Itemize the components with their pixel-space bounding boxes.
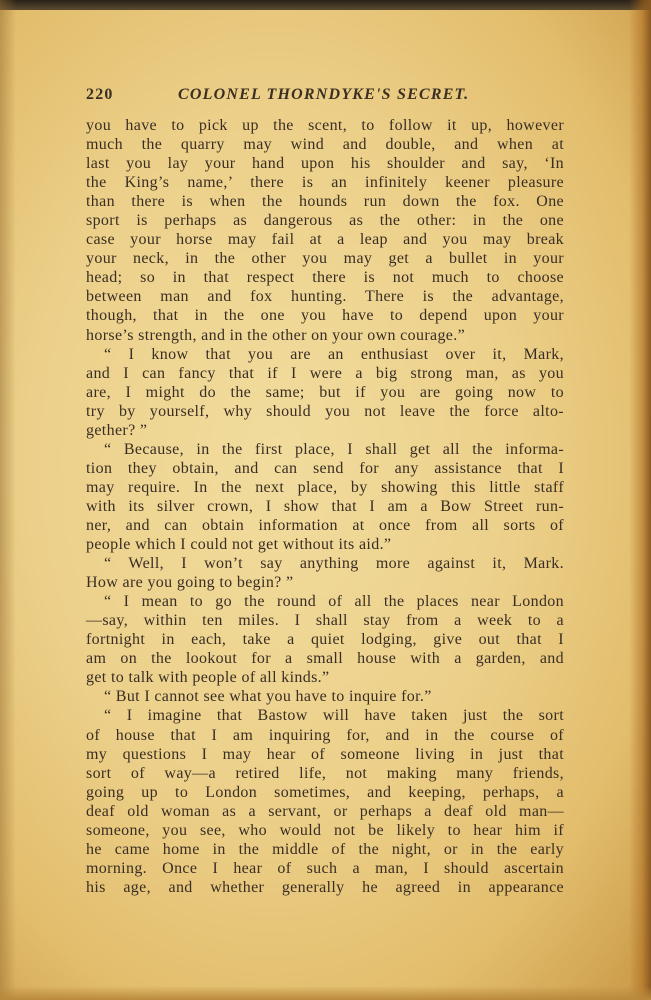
text-line: gether? ” bbox=[86, 421, 148, 439]
page-header bbox=[86, 86, 566, 108]
text-line: may require. In the next place, by showing this little staff bbox=[86, 478, 564, 496]
page-top-edge bbox=[0, 0, 651, 10]
page-bottom-edge bbox=[0, 986, 651, 1000]
text-line: head; so in that respect there is not much to choose bbox=[86, 269, 564, 287]
text-line: “ I know that you are an enthusiast over it, Mark, bbox=[104, 345, 564, 363]
text-line: going up to London sometimes, and keeping, perhaps, a bbox=[86, 783, 564, 801]
text-line: are, I might do the same; but if you are going now to bbox=[86, 383, 564, 401]
text-line: “ I mean to go the round of all the places near London bbox=[104, 593, 564, 611]
text-line: much the quarry may wind and double, and when at bbox=[86, 136, 564, 154]
text-line: tion they obtain, and can send for any assistance that I bbox=[86, 459, 564, 477]
text-line: your neck, in the other you may get a bullet in your bbox=[86, 250, 564, 268]
text-line: deaf old woman as a servant, or perhaps a deaf old man— bbox=[86, 802, 564, 820]
page-gutter-shadow bbox=[0, 0, 16, 1000]
text-line: you have to pick up the scent, to follow it up, however bbox=[86, 117, 564, 134]
page-right-edge bbox=[629, 0, 651, 1000]
text-line: am on the lookout for a small house with a garden, and bbox=[86, 650, 564, 668]
text-line: “ But I cannot see what you have to inquire for.” bbox=[104, 688, 432, 706]
text-line: than there is when the hounds run down the fox. One bbox=[86, 193, 564, 211]
text-line: fortnight in each, take a quiet lodging, give out that I bbox=[86, 631, 564, 649]
text-line: with its silver crown, I show that I am a Bow Street run- bbox=[86, 497, 564, 515]
body-text bbox=[86, 116, 564, 897]
text-line: “ Because, in the first place, I shall get all the informa- bbox=[104, 440, 564, 458]
text-line: sport is perhaps as dangerous as the other: in the one bbox=[86, 212, 564, 230]
text-line: try by yourself, why should you not leave the force alto- bbox=[86, 402, 564, 420]
text-line: How are you going to begin? ” bbox=[86, 574, 294, 592]
text-line: someone, you see, who would not be likely to hear him if bbox=[86, 821, 564, 839]
text-line: between man and fox hunting. There is the advantage, bbox=[86, 288, 564, 306]
text-line: horse’s strength, and in the other on your own courage.” bbox=[86, 326, 466, 344]
text-line: last you lay your hand upon his shoulder and say, ‘In bbox=[86, 155, 564, 173]
text-line: though, that in the one you have to depend upon your bbox=[86, 307, 564, 325]
page-number: 220 bbox=[86, 86, 114, 103]
running-head: COLONEL THORNDYKE'S SECRET. bbox=[178, 86, 470, 103]
text-line: sort of way—a retired life, not making many friends, bbox=[86, 764, 564, 782]
text-line: case your horse may fail at a leap and you may break bbox=[86, 231, 564, 249]
text-line: the King’s name,’ there is an infinitely keener pleasure bbox=[86, 174, 564, 192]
text-line: and I can fancy that if I were a big strong man, as you bbox=[86, 364, 564, 382]
text-line: —say, within ten miles. I shall stay from a week to a bbox=[86, 612, 564, 630]
text-line: his age, and whether generally he agreed in appearance bbox=[86, 878, 564, 896]
text-line: of house that I am inquiring for, and in the course of bbox=[86, 726, 564, 744]
text-line: people which I could not get without its aid.” bbox=[86, 536, 392, 554]
text-line: he came home in the middle of the night, or in the early bbox=[86, 840, 564, 858]
text-line: ner, and can obtain information at once from all sorts of bbox=[86, 516, 564, 534]
text-line: my questions I may hear of someone living in just that bbox=[86, 745, 564, 763]
text-line: morning. Once I hear of such a man, I should ascertain bbox=[86, 859, 564, 877]
text-line: “ I imagine that Bastow will have taken just the sort bbox=[104, 707, 564, 725]
text-line: get to talk with people of all kinds.” bbox=[86, 669, 330, 687]
text-line: “ Well, I won’t say anything more against it, Mark. bbox=[104, 555, 564, 573]
